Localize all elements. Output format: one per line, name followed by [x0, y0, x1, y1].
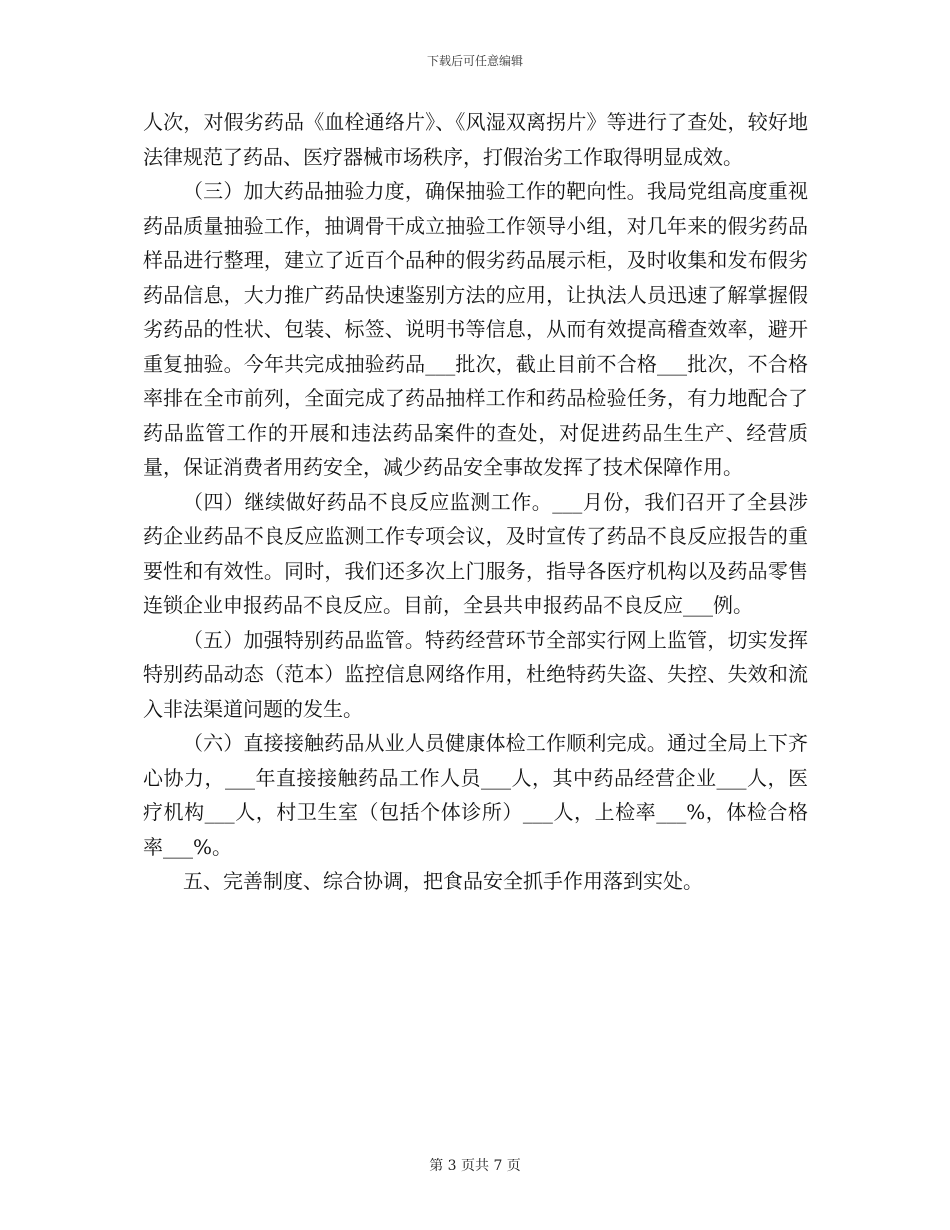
- section-heading-5: 五、完善制度、综合协调，把食品安全抓手作用落到实处。: [183, 869, 703, 893]
- page-header: 下载后可任意编辑: [426, 54, 523, 68]
- paragraph-section-3: （三）加大药品抽验力度，确保抽验工作的靶向性。我局党组高度重视药品质量抽验工作，抽调骨干成立抽验工作领导小组，对几年来的假劣药品样品进行整理，建立了近百个品种的假劣药品展示柜，及时收集和发布假劣药品信息，大力推广药品快速鉴别方法的应用，让执法人员迅速了解掌握假劣药品的性状、包装、标签、说明书等信息，从而有效提高稽查效率，避开重复抽验。今年共完成抽验药品___批次，截止目前不合格___批次，不合格率排在全市前列，全面完成了药品抽样工作和药品检验任务，有力地配合了药品监管工作的开展和违法药品案件的查处，对促进药品生生产、经营质量，保证消费者用药安全，减少药品安全事故发挥了技术保障作用。: [143, 179, 808, 479]
- paragraph-section-5: （五）加强特别药品监管。特药经营环节全部实行网上监管，切实发挥特别药品动态（范本）监控信息网络作用，杜绝特药失盗、失控、失效和流入非法渠道问题的发生。: [143, 627, 808, 721]
- paragraph-section-4: （四）继续做好药品不良反应监测工作。___月份，我们召开了全县涉药企业药品不良反应监测工作专项会议，及时宣传了药品不良反应报告的重要性和有效性。同时，我们还多次上门服务，指导各医疗机构以及药品零售连锁企业申报药品不良反应。目前，全县共申报药品不良反应___例。: [143, 489, 808, 617]
- page-footer: 第 3 页共 7 页: [429, 1158, 521, 1174]
- paragraph-continuation: 人次，对假劣药品《血栓通络片》、《风湿双离拐片》等进行了查处，较好地法律规范了药品、医疗器械市场秩序，打假治劣工作取得明显成效。: [143, 110, 808, 169]
- document-body: [143, 105, 808, 899]
- paragraph-section-6: （六）直接接触药品从业人员健康体检工作顺利完成。通过全局上下齐心协力，___年直接接触药品工作人员___人，其中药品经营企业___人，医疗机构___人，村卫生室（包括个体诊所）___人，上检率___%，体检合格率___%。: [143, 731, 808, 859]
